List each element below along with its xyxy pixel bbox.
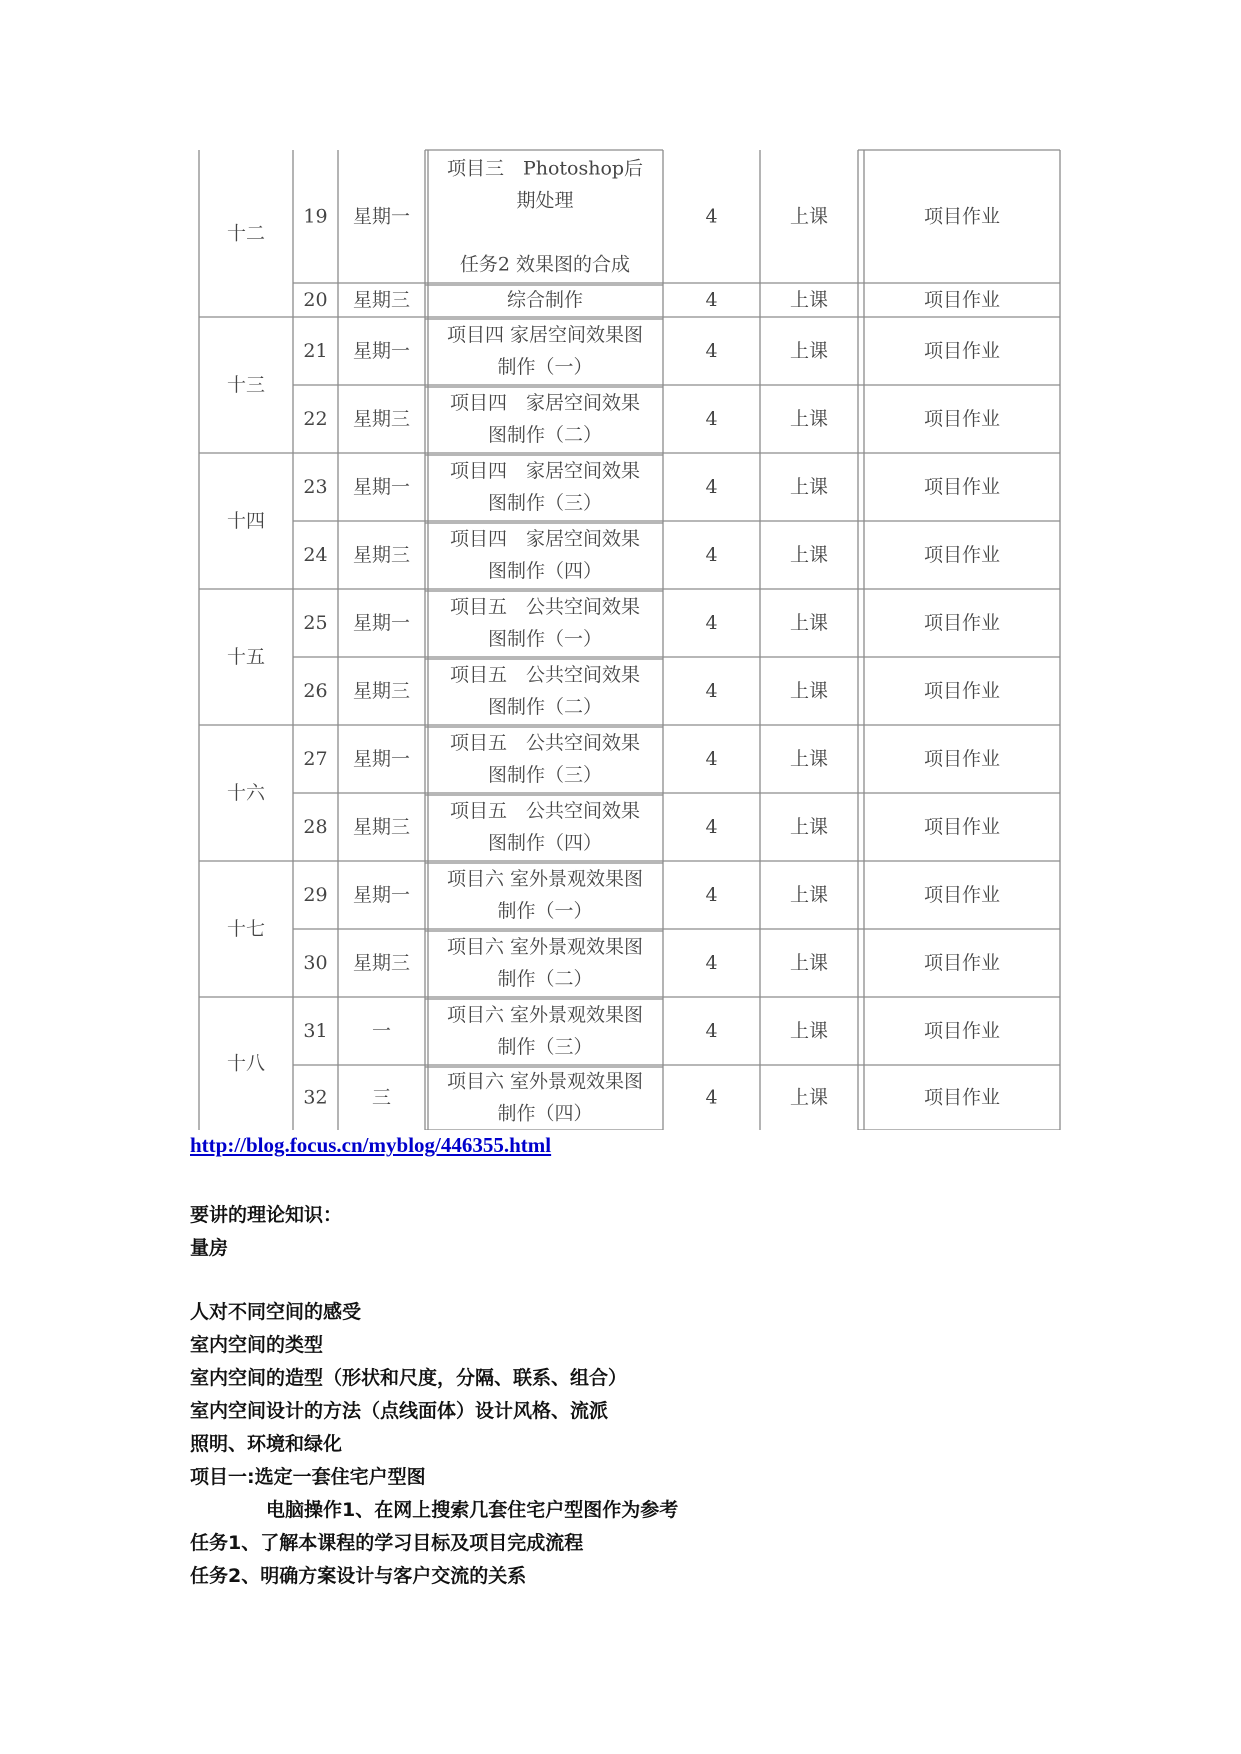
topic-text: 综合制作 (506, 289, 584, 311)
homework-text: 项目作业 (923, 816, 1001, 838)
note-task-one: 任务1、了解本课程的学习目标及项目完成流程 (190, 1532, 584, 1554)
topic-text: 项目六 室外景观效果图 (446, 936, 644, 958)
week-label: 十二 (226, 222, 266, 245)
weekday: 星期三 (352, 680, 411, 702)
homework-text: 项目作业 (923, 1020, 1001, 1042)
topic-text: 项目四 家居空间效果 (449, 392, 641, 414)
topic-text: 图制作（四） (487, 560, 603, 582)
teaching-method: 上课 (789, 680, 829, 702)
session-number: 31 (303, 1020, 328, 1042)
note-computer-operation: 电脑操作1、在网上搜索几套住宅户型图作为参考 (266, 1499, 679, 1521)
weekday: 星期三 (352, 408, 411, 430)
reference-link[interactable]: http://blog.focus.cn/myblog/446355.html (190, 1133, 552, 1157)
weekday: 星期一 (352, 340, 411, 362)
note-space-form: 室内空间的造型（形状和尺度，分隔、联系、组合） (190, 1367, 628, 1389)
topic-text: 项目六 室外景观效果图 (446, 1004, 644, 1026)
teaching-method: 上课 (789, 340, 829, 362)
session-number: 21 (303, 340, 328, 362)
homework-text: 项目作业 (923, 544, 1001, 566)
homework-text: 项目作业 (923, 205, 1001, 228)
week-label: 十五 (226, 646, 266, 668)
weekday: 星期三 (352, 816, 411, 838)
homework-text: 项目作业 (923, 1086, 1001, 1109)
topic-text: 制作（四） (497, 1102, 593, 1125)
topic-text: 制作（三） (497, 1036, 593, 1058)
teaching-method: 上课 (789, 289, 829, 311)
session-number: 23 (303, 476, 328, 498)
note-space-perception: 人对不同空间的感受 (190, 1301, 362, 1323)
topic-text: 项目四 家居空间效果 (449, 528, 641, 550)
session-number: 27 (303, 748, 328, 770)
hours-value: 4 (705, 476, 718, 498)
session-number: 26 (303, 680, 328, 702)
note-lighting: 照明、环境和绿化 (190, 1433, 343, 1455)
hours-value: 4 (705, 884, 718, 906)
teaching-method: 上课 (789, 952, 829, 974)
topic-text: 图制作（三） (487, 764, 603, 786)
hours-value: 4 (705, 952, 718, 974)
session-number: 29 (303, 884, 328, 906)
topic-text: 制作（一） (497, 900, 593, 922)
session-number: 30 (303, 952, 328, 974)
weekday: 星期三 (352, 544, 411, 566)
teaching-method: 上课 (789, 816, 829, 838)
homework-text: 项目作业 (923, 952, 1001, 974)
topic-text: 项目五 公共空间效果 (449, 800, 641, 822)
hours-value: 4 (705, 205, 718, 228)
weekday: 星期一 (352, 612, 411, 634)
teaching-method: 上课 (789, 1086, 829, 1109)
homework-text: 项目作业 (923, 476, 1001, 498)
topic-text: 项目六 室外景观效果图 (446, 868, 644, 890)
weekday: 星期一 (352, 205, 411, 228)
session-number: 20 (303, 289, 328, 311)
hours-value: 4 (705, 1086, 718, 1109)
hours-value: 4 (705, 680, 718, 702)
weekday: 星期一 (352, 884, 411, 906)
weekday: 星期三 (352, 952, 411, 974)
topic-text: 期处理 (516, 189, 574, 212)
hours-value: 4 (705, 1020, 718, 1042)
note-space-types: 室内空间的类型 (190, 1334, 324, 1356)
hours-value: 4 (705, 612, 718, 634)
hours-value: 4 (705, 748, 718, 770)
topic-text: 制作（二） (497, 968, 593, 990)
topic-text: 图制作（二） (487, 696, 603, 718)
note-project-one: 项目一:选定一套住宅户型图 (190, 1466, 426, 1488)
hours-value: 4 (705, 816, 718, 838)
session-number: 25 (303, 612, 328, 634)
teaching-method: 上课 (789, 884, 829, 906)
hours-value: 4 (705, 289, 718, 311)
weekday: 星期一 (352, 476, 411, 498)
topic-text: 项目四 家居空间效果 (449, 460, 641, 482)
topic-text: 制作（一） (497, 356, 593, 378)
week-label: 十三 (226, 374, 266, 396)
topic-text: 项目六 室外景观效果图 (446, 1070, 644, 1093)
topic-text: 任务2 效果图的合成 (459, 253, 631, 276)
session-number: 22 (303, 408, 328, 430)
hours-value: 4 (705, 544, 718, 566)
week-label: 十八 (226, 1052, 266, 1075)
hours-value: 4 (705, 340, 718, 362)
topic-text: 项目四 家居空间效果图 (446, 324, 644, 346)
teaching-method: 上课 (789, 408, 829, 430)
note-measuring: 量房 (190, 1237, 229, 1259)
theory-heading: 要讲的理论知识： (190, 1204, 343, 1226)
week-label: 十六 (226, 782, 266, 804)
teaching-method: 上课 (789, 612, 829, 634)
week-label: 十七 (226, 918, 266, 940)
homework-text: 项目作业 (923, 884, 1001, 906)
teaching-method: 上课 (789, 1020, 829, 1042)
session-number: 28 (303, 816, 328, 838)
session-number: 32 (303, 1086, 328, 1109)
weekday: 三 (371, 1086, 392, 1109)
note-task-two: 任务2、明确方案设计与客户交流的关系 (190, 1565, 527, 1587)
topic-text: 图制作（二） (487, 424, 603, 446)
teaching-method: 上课 (789, 748, 829, 770)
homework-text: 项目作业 (923, 748, 1001, 770)
week-label: 十四 (226, 510, 266, 532)
topic-text: 项目五 公共空间效果 (449, 596, 641, 618)
topic-text: 项目五 公共空间效果 (449, 664, 641, 686)
teaching-method: 上课 (789, 544, 829, 566)
homework-text: 项目作业 (923, 680, 1001, 702)
session-number: 24 (303, 544, 328, 566)
homework-text: 项目作业 (923, 408, 1001, 430)
homework-text: 项目作业 (923, 289, 1001, 311)
homework-text: 项目作业 (923, 340, 1001, 362)
topic-text: 项目五 公共空间效果 (449, 732, 641, 754)
session-number: 19 (303, 205, 328, 228)
topic-text: 图制作（四） (487, 832, 603, 854)
hours-value: 4 (705, 408, 718, 430)
note-design-methods: 室内空间设计的方法（点线面体）设计风格、流派 (190, 1400, 609, 1422)
topic-text: 图制作（三） (487, 492, 603, 514)
teaching-method: 上课 (789, 205, 829, 228)
topic-text: 图制作（一） (487, 628, 603, 650)
weekday: 星期一 (352, 748, 411, 770)
weekday: 星期三 (352, 289, 411, 311)
topic-text: 项目三 Photoshop后 (446, 157, 644, 180)
homework-text: 项目作业 (923, 612, 1001, 634)
weekday: 一 (371, 1020, 392, 1042)
teaching-method: 上课 (789, 476, 829, 498)
